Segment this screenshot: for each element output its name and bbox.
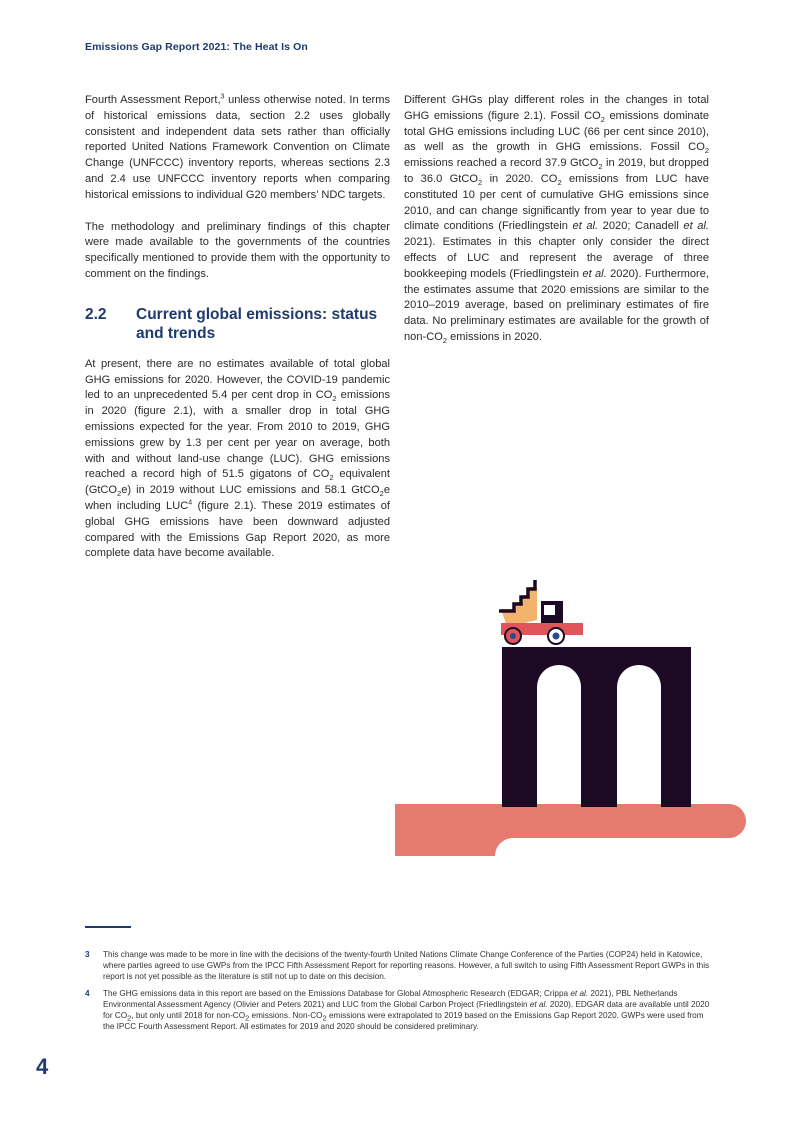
section-title: Current global emissions: status and trends (136, 305, 378, 342)
paragraph-global-emissions: At present, there are no estimates available of total global GHG emissions for 2020. However, the COVID-19 pandemic led to an unprecedented 5.4 per cent drop in $CO_2$ emissions in 2020 (figure 2.1), with a smaller drop in total GHG emissions expected for the year. From 2010 to 2019, GHG emissions grew by 1.3 per cent per year on average, both with and without land-use change (LUC). GHG emissions reached a record high of 51.5 gigatons of $CO_2$ equivalent (GtCO$_2$e) in 2019 without LUC emissions and 58.1 GtCO$_2$e when including LUC$^4$ (figure 2.1). These 2019 estimates of global GHG emissions have been downward adjusted compared with the Emissions Gap Report 2020, as more complete data have become available. (85, 357, 391, 560)
dump-truck-on-bridge-illustration (395, 575, 747, 860)
footnote-number: 4 (85, 988, 90, 998)
footnote-3 (85, 949, 710, 983)
running-title: Emissions Gap Report 2021: The Heat Is On (85, 41, 308, 53)
page-number: 4 (36, 1054, 49, 1079)
section-heading (85, 305, 390, 343)
footnote-ref-4: 4 (188, 499, 193, 507)
paragraph-methodology-gwp: Fourth Assessment Report,$^3$ unless otherwise noted. In terms of historical emissions data, section 2.2 uses globally consistent and independent data sets rather than officially reported United Nations Framework Convention on Climate Change (UNFCCC) inventory reports, whereas sections 2.3 and 2.4 use UNFCCC inventory reports when comparing historical emissions to individual G20 members’ NDC targets. (85, 93, 390, 201)
footnote-4 (85, 988, 710, 1033)
truck-bed (501, 587, 537, 627)
footnotes (85, 949, 710, 1037)
truck-window (544, 605, 555, 615)
left-column (85, 93, 390, 578)
section-number: 2.2 (85, 305, 107, 323)
right-column (404, 93, 709, 362)
bridge-shape (502, 647, 691, 807)
footnote-text: This change was made to be more in line with the decisions of the twenty-fourth United Nations Climate Change Conference of the Parties (COP24) held in Katowice, where parties agreed to use GWPs from the IPCC Fifth Assessment Report for reporting reasons. However, a full switch to using Fifth Assessment Report GWPs in this report is not yet possible as the literature is still not up to date on this decision. (103, 950, 710, 982)
footnote-ref-3: 3 (220, 93, 225, 101)
dump-truck-icon (499, 580, 583, 644)
footnote-number: 3 (85, 950, 90, 959)
footnote-text: The GHG emissions data in this report are based on the Emissions Database for Global Atmospheric Research (EDGAR; Crippa et al. 2021), PBL Netherlands Environmental Assessment Agency (Olivier and Peters 2021) and LUC from the Global Carbon Project (Friedlingstein et al. 2020). EDGAR data are available until 2020 for $CO_2$, but only until 2018 for non-$CO_2$ emissions. Non-$CO_2$ emissions were extrapolated to 2019 based on the Emissions Gap Report 2020. GWPs were used from the IPCC Fourth Assessment Report. All estimates for 2019 and 2020 should be considered preliminary. (103, 988, 710, 1032)
ground-shape (395, 804, 746, 856)
paragraph-findings-shared: The methodology and preliminary findings of this chapter were made available to the governments of the countries specifically mentioned to provide them with the opportunity to comment on the findings. (85, 220, 390, 280)
footnote-divider (85, 926, 131, 928)
paragraph-ghg-roles: Different GHGs play different roles in the changes in total GHG emissions (figure 2.1). Fossil $CO_2$ emissions dominate total GHG emissions including LUC (66 per cent since 2010), as well as the growth in GHG emissions. Fossil $CO_2$ emissions reached a record 37.9 GtCO$_2$ in 2019, but dropped to 36.0 GtCO$_2$ in 2020. $CO_2$ emissions from LUC have constituted 10 per cent of cumulative GHG emissions since 2010, and can change significantly from year to year due to climate conditions (Friedlingstein et al. 2020; Canadell et al. 2021). Estimates in this chapter only consider the direct effects of LUC and represent the average of three bookkeeping models (Friedlingstein et al. 2020). Furthermore, the estimates assume that 2020 emissions are similar to the 2010–2019 average, based on preliminary estimates of fire data. No preliminary estimates are available for the growth of non-$CO_2$ emissions in 2020. (404, 94, 709, 346)
